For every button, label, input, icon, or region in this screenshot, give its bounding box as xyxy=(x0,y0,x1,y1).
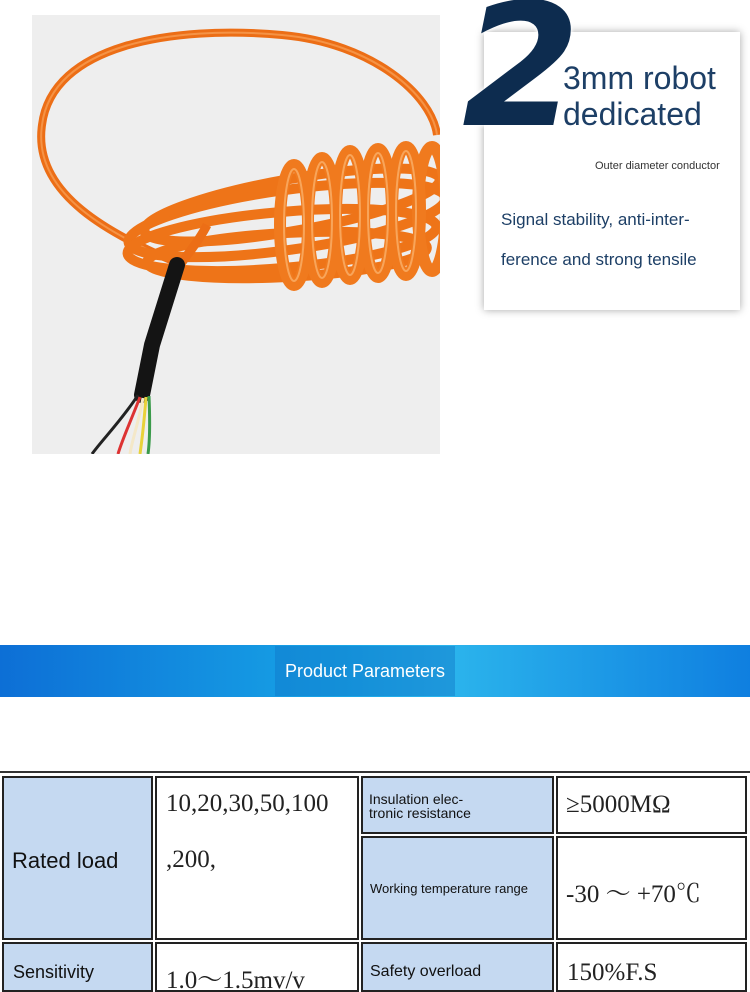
rated-load-label: Rated load xyxy=(12,848,119,873)
overload-label: Safety overload xyxy=(370,963,482,980)
insulation-label-line1: Insulation elec- xyxy=(369,791,464,807)
overload-value: 150%F.S xyxy=(567,959,658,986)
product-photo xyxy=(32,15,440,454)
sensitivity-label-cell xyxy=(2,942,153,992)
feature-number: 2 xyxy=(462,0,581,166)
sensitivity-value: 1.0～1.5mv/v xyxy=(166,967,305,992)
rated-load-value-line1: 10,20,30,50,100 xyxy=(166,790,329,817)
sensitivity-value-cell xyxy=(155,942,359,992)
insulation-value: ≥5000MΩ xyxy=(566,791,671,818)
insulation-label-line2: tronic resistance xyxy=(369,805,471,821)
rated-load-value-line2: ,200, xyxy=(166,846,216,873)
temperature-label-cell xyxy=(361,836,554,940)
insulation-value-cell xyxy=(556,776,747,834)
feature-description: Signal stability, anti-inter-ference and strong tensile xyxy=(501,210,697,269)
section-title: Product Parameters xyxy=(275,646,455,696)
feature-subtitle: Outer diameter conductor xyxy=(595,160,720,172)
feature-title: 3mm robot dedicated xyxy=(563,60,716,132)
insulation-label-cell xyxy=(361,776,554,834)
sensitivity-label: Sensitivity xyxy=(13,962,95,982)
rated-load-value-cell xyxy=(155,776,359,940)
rated-load-label-cell xyxy=(2,776,153,940)
parameters-table xyxy=(0,771,750,992)
overload-label-cell xyxy=(361,942,554,992)
overload-value-cell xyxy=(556,942,747,992)
temperature-label: Working temperature range xyxy=(370,881,529,896)
temperature-value-cell xyxy=(556,836,747,940)
temperature-value: -30 ～ +70℃ xyxy=(566,881,701,908)
